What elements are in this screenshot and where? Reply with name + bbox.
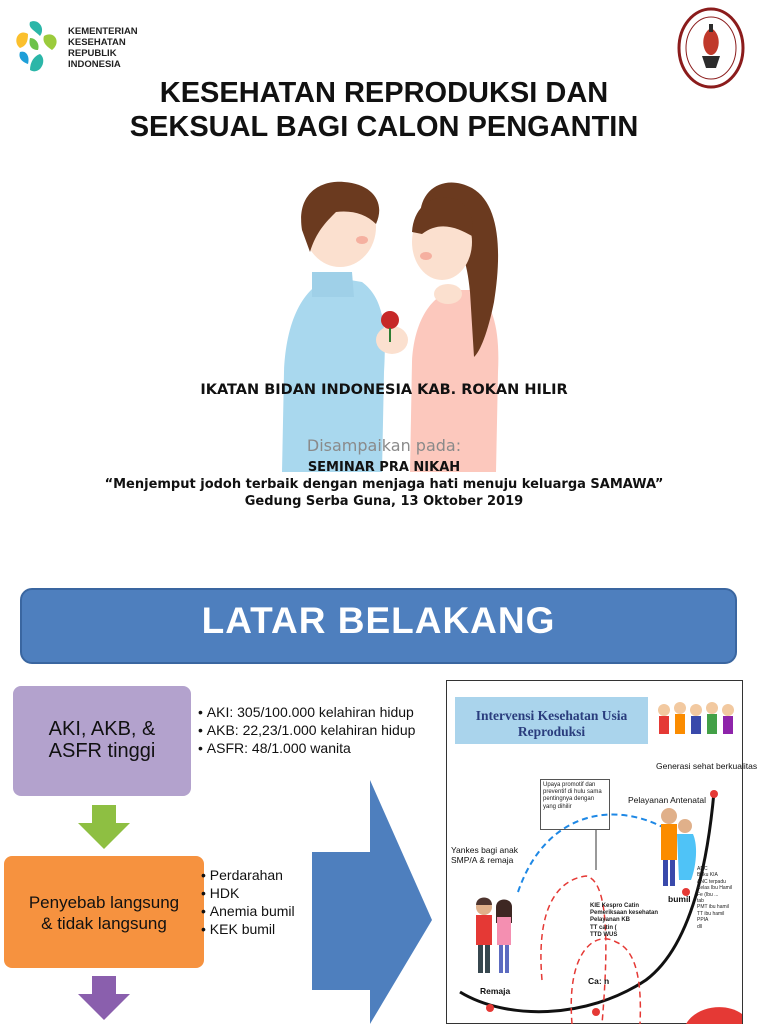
- list-item: Pelayanan KB: [590, 917, 631, 924]
- list-item: tab: [697, 898, 704, 905]
- bullet-item: • HDK: [201, 884, 295, 902]
- penyebab-box-label: Penyebab langsung & tidak langsung: [28, 893, 180, 933]
- event-venue: Gedung Serba Guna, 13 Oktober 2019: [244, 494, 524, 509]
- upaya-promotif-box: Upaya promotif dan preventif di hulu sama pentingnya dengan yang dihilir: [540, 779, 610, 830]
- panel-title: Intervensi Kesehatan Usia Reproduksi: [475, 708, 628, 739]
- list-item: Pemeriksaan kesehatan: [590, 910, 659, 917]
- generasi-label: Generasi sehat berkualitas: [656, 761, 758, 771]
- penyebab-bullets: [201, 866, 295, 938]
- aki-akb-bullets: [198, 703, 415, 757]
- pelayanan-antenatal-label: Pelayanan Antenatal: [628, 795, 706, 805]
- aki-akb-box-label: AKI, AKB, & ASFR tinggi: [48, 718, 156, 762]
- kemenkes-logo-text: KEMENTERIAN KESEHATAN REPUBLIK INDONESIA: [68, 26, 138, 70]
- section-banner-title: LATAR BELAKANG: [201, 600, 556, 641]
- pregnant-couple-icon: [655, 800, 697, 888]
- remaja-label: Remaja: [480, 986, 511, 996]
- teenagers-icon: [470, 895, 518, 975]
- event-theme: “Menjemput jodoh terbaik dengan menjaga hati menuju keluarga SAMAWA”: [104, 477, 664, 492]
- bullet-item: • Anemia bumil: [201, 902, 295, 920]
- list-item: dll: [697, 923, 703, 930]
- list-item: PPIA: [697, 917, 709, 924]
- event-name: SEMINAR PRA NIKAH: [307, 460, 461, 475]
- bullet-item: • Perdarahan: [201, 866, 295, 884]
- list-item: ANC terpadu: [697, 878, 726, 885]
- yankes-label: Yankes bagi anak SMP/A & remaja: [451, 845, 518, 865]
- purple-down-arrow-icon: [78, 976, 130, 1020]
- catin-label: Ca: n: [588, 976, 610, 986]
- presented-at-label: Disampaikan pada:: [306, 436, 462, 455]
- bullet-item: • AKB: 22,23/1.000 kelahiran hidup: [198, 721, 415, 739]
- slide-title: KESEHATAN REPRODUKSI DAN SEKSUAL BAGI CALON PENGANTIN: [129, 77, 639, 143]
- bumil-label: bumil: [668, 894, 691, 904]
- list-item: TT ibu hamil: [697, 910, 725, 917]
- list-item: TT catin (: [590, 924, 617, 931]
- list-item: KIE Kespro Catin: [590, 903, 640, 909]
- kie-list: [590, 903, 658, 939]
- green-down-arrow-icon: [78, 805, 130, 849]
- list-item: ANC: [697, 866, 708, 872]
- organization-name: IKATAN BIDAN INDONESIA KAB. ROKAN HILIR: [200, 382, 568, 398]
- list-item: Kelas Ibu Hamil: [697, 885, 733, 892]
- bullet-item: • AKI: 305/100.000 kelahiran hidup: [198, 703, 415, 721]
- list-item: TTD WUS: [590, 931, 618, 938]
- couple-illustration: [262, 172, 522, 472]
- big-right-arrow-icon: [312, 780, 432, 1024]
- pelayanan-list: [697, 866, 732, 930]
- bullet-item: • ASFR: 48/1.000 wanita: [198, 739, 415, 757]
- list-item: Buku KIA: [697, 872, 718, 879]
- event-info: [0, 459, 768, 510]
- bullet-item: • KEK bumil: [201, 920, 295, 938]
- list-item: PMT ibu hamil: [697, 904, 729, 911]
- list-item: Fe (Ibu ...: [697, 891, 719, 898]
